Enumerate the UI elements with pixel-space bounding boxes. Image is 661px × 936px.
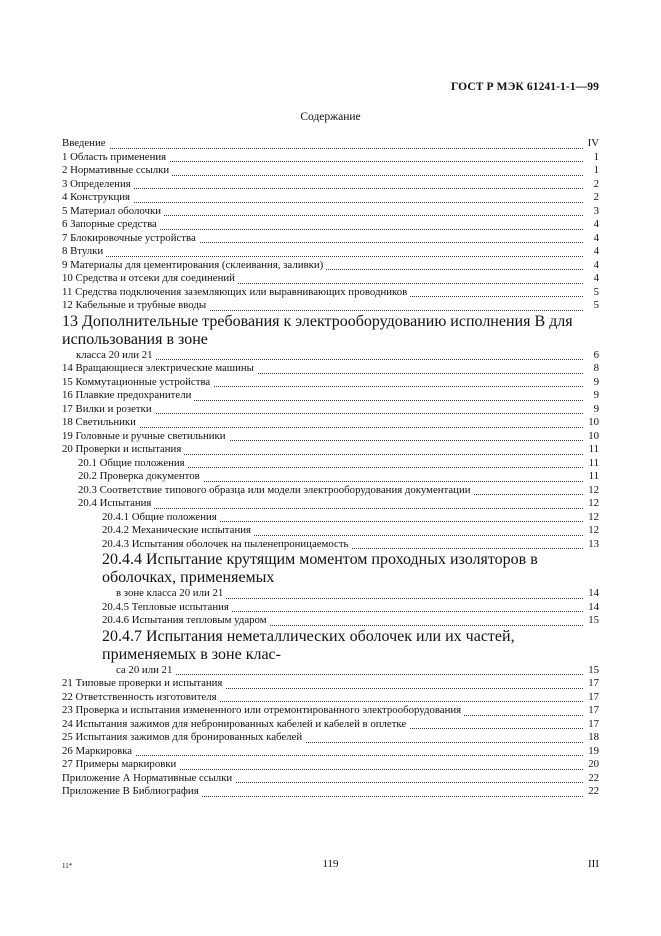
toc-entry-label: 9 Материалы для цементирования (склеивания, заливки) — [62, 259, 326, 271]
toc-page-number: 19 — [585, 745, 599, 759]
toc-page-number: 9 — [591, 403, 599, 417]
leader-dots — [62, 148, 583, 149]
toc-entry-label: 15 Коммутационные устройства — [62, 376, 213, 388]
toc-entry[interactable] — [62, 785, 599, 799]
toc-page-number: 4 — [591, 272, 599, 286]
toc-page-number: 10 — [585, 416, 599, 430]
toc-entry[interactable] — [62, 745, 599, 759]
toc-entry-label: 27 Примеры маркировки — [62, 758, 179, 770]
toc-page-number: 22 — [585, 772, 599, 786]
toc-entry-label: 21 Типовые проверки и испытания — [62, 677, 225, 689]
toc-page-number: 6 — [591, 349, 599, 363]
toc-entry-label-cont: в зоне класса 20 или 21 — [116, 587, 226, 599]
toc-entry-label: 20.1 Общие положения — [78, 457, 188, 469]
toc-entry[interactable] — [62, 758, 599, 772]
toc-page-number: 10 — [585, 430, 599, 444]
toc-entry[interactable] — [62, 349, 599, 363]
toc-entry-label: 14 Вращающиеся электрические машины — [62, 362, 257, 374]
leader-dots — [62, 188, 583, 189]
toc-page-number: 4 — [591, 259, 599, 273]
toc-entry[interactable] — [62, 245, 599, 259]
toc-entry-label: 25 Испытания зажимов для бронированных кабелей — [62, 731, 305, 743]
footer-roman-page: III — [588, 858, 599, 870]
toc-page-number: 4 — [591, 218, 599, 232]
toc-page-number: 20 — [585, 758, 599, 772]
toc-entry-label: 20 Проверки и испытания — [62, 443, 184, 455]
document-code: ГОСТ Р МЭК 61241-1-1—99 — [451, 81, 599, 93]
toc-entry[interactable] — [62, 430, 599, 444]
toc-page-number: 17 — [585, 718, 599, 732]
toc-page-number: 5 — [591, 299, 599, 313]
toc-page-number: 9 — [591, 376, 599, 390]
toc-entry-label: 13 Дополнительные требования к электрооборудованию исполнения В для использования в зоне — [62, 313, 599, 349]
toc-entry-label: 10 Средства и отсеки для соединений — [62, 272, 238, 284]
toc-entry[interactable] — [62, 416, 599, 430]
toc-entry[interactable] — [62, 403, 599, 417]
toc-entry-label: 26 Маркировка — [62, 745, 135, 757]
toc-entry-label: 20.2 Проверка документов — [78, 470, 203, 482]
toc-entry[interactable] — [62, 772, 599, 786]
toc-entry[interactable] — [62, 299, 599, 313]
toc-entry[interactable] — [62, 164, 599, 178]
toc-page-number: 4 — [591, 245, 599, 259]
toc-entry[interactable] — [62, 677, 599, 691]
toc-entry-label: 12 Кабельные и трубные вводы — [62, 299, 209, 311]
toc-entry-label: 18 Светильники — [62, 416, 139, 428]
toc-entry-label: 5 Материал оболочки — [62, 205, 164, 217]
toc-page-number: 12 — [585, 511, 599, 525]
toc-entry[interactable] — [62, 587, 599, 601]
toc-entry-label: Приложение А Нормативные ссылки — [62, 772, 235, 784]
toc-entry[interactable] — [62, 664, 599, 678]
toc-entry[interactable] — [62, 691, 599, 705]
toc-entry-label: 8 Втулки — [62, 245, 106, 257]
toc-page-number: 12 — [585, 497, 599, 511]
toc-entry-label: 7 Блокировочные устройства — [62, 232, 199, 244]
leader-dots — [62, 427, 583, 428]
toc-entry[interactable] — [62, 376, 599, 390]
toc-page-number: 2 — [591, 178, 599, 192]
toc-entry-label: 3 Определения — [62, 178, 134, 190]
toc-page-number: 3 — [591, 205, 599, 219]
toc-entry-label: 23 Проверка и испытания измененного или отремонтированного электрооборудования — [62, 704, 464, 716]
toc-entry[interactable] — [62, 151, 599, 165]
toc-page-number: 18 — [585, 731, 599, 745]
leader-dots — [116, 674, 583, 675]
toc-page-number: 2 — [591, 191, 599, 205]
toc-page-number: 17 — [585, 677, 599, 691]
toc-entry[interactable] — [62, 614, 599, 628]
toc-entry-label: 20.4.1 Общие положения — [102, 511, 220, 523]
toc-entry-label: 11 Средства подключения заземляющих или выравнивающих проводников — [62, 286, 410, 298]
toc-page-number: 15 — [585, 614, 599, 628]
toc-entry[interactable] — [62, 470, 599, 484]
toc-entry-label: 20.4.5 Тепловые испытания — [102, 601, 232, 613]
toc-page-number: 15 — [585, 664, 599, 678]
toc-page-number: 17 — [585, 704, 599, 718]
toc-page-number: 12 — [585, 484, 599, 498]
toc-page-number: 11 — [586, 470, 599, 484]
toc-page-number: 13 — [585, 538, 599, 552]
toc-entry[interactable] — [62, 443, 599, 457]
toc-entry[interactable] — [62, 362, 599, 376]
toc-entry-label: 22 Ответственность изготовителя — [62, 691, 220, 703]
toc-entry-label: 20.4.3 Испытания оболочек на пыленепроницаемость — [102, 538, 351, 550]
toc-entry-label: 20.4.4 Испытание крутящим моментом проходных изоляторов в оболочках, применяемых — [62, 551, 599, 587]
toc-entry[interactable] — [62, 524, 599, 538]
toc-entry[interactable] — [62, 389, 599, 403]
toc-entry[interactable] — [62, 259, 599, 273]
toc-entry[interactable] — [62, 484, 599, 498]
toc-page-number: 11 — [586, 457, 599, 471]
toc-page-number: 8 — [591, 362, 599, 376]
toc-entry[interactable] — [62, 272, 599, 286]
toc-entry[interactable] — [62, 704, 599, 718]
toc-entry-label: 16 Плавкие предохранители — [62, 389, 194, 401]
toc-entry-label: 20.4 Испытания — [78, 497, 154, 509]
footer-left-mark: 11* — [62, 862, 73, 870]
leader-dots — [62, 256, 583, 257]
toc-entry-label: 19 Головные и ручные светильники — [62, 430, 229, 442]
toc-page-number: IV — [585, 137, 599, 151]
toc-page-number: 4 — [591, 232, 599, 246]
toc-entry[interactable] — [62, 601, 599, 615]
toc-entry[interactable] — [62, 286, 599, 300]
toc-entry[interactable] — [62, 497, 599, 511]
toc-entry-label-cont: са 20 или 21 — [116, 664, 175, 676]
toc-entry-label: 1 Область применения — [62, 151, 169, 163]
toc-entry-label: 6 Запорные средства — [62, 218, 160, 230]
toc-entry[interactable] — [62, 218, 599, 232]
toc-page-number: 12 — [585, 524, 599, 538]
toc-entry-label-cont: класса 20 или 21 — [76, 349, 156, 361]
toc-page-number: 5 — [591, 286, 599, 300]
toc-entry-label: 20.3 Соответствие типового образца или модели электрооборудования документации — [78, 484, 474, 496]
toc-entry[interactable] — [62, 232, 599, 246]
toc-entry-label: 20.4.6 Испытания тепловым ударом — [102, 614, 270, 626]
toc-entry-label: 2 Нормативные ссылки — [62, 164, 172, 176]
toc-entry[interactable] — [62, 511, 599, 525]
toc-entry-label: 4 Конструкция — [62, 191, 133, 203]
toc-page-number: 9 — [591, 389, 599, 403]
toc-page-number: 1 — [591, 151, 599, 165]
toc-entry[interactable] — [62, 457, 599, 471]
toc-entry-label: 20.4.2 Механические испытания — [102, 524, 254, 536]
toc-page-number: 22 — [585, 785, 599, 799]
toc-entry[interactable] — [62, 538, 599, 552]
leader-dots — [62, 202, 583, 203]
toc-entry-label: 20.4.7 Испытания неметаллических оболочек или их частей, применяемых в зоне клас- — [62, 628, 599, 664]
toc-entry-label: Введение — [62, 137, 109, 149]
toc-page-number: 14 — [585, 601, 599, 615]
toc-entry[interactable] — [62, 191, 599, 205]
toc-entry[interactable] — [62, 731, 599, 745]
toc-page-number: 11 — [586, 443, 599, 457]
toc-entry[interactable] — [62, 137, 599, 151]
toc-entry-label: Приложение В Библиография — [62, 785, 202, 797]
leader-dots — [62, 755, 583, 756]
toc-entry[interactable] — [62, 178, 599, 192]
toc-entry[interactable] — [62, 718, 599, 732]
toc-page-number: 17 — [585, 691, 599, 705]
toc-entry-label: 17 Вилки и розетки — [62, 403, 155, 415]
toc-page-number: 1 — [591, 164, 599, 178]
page-title: Содержание — [300, 111, 361, 123]
footer-page-number: 119 — [322, 858, 339, 870]
toc-page-number: 14 — [585, 587, 599, 601]
toc-entry[interactable] — [62, 205, 599, 219]
toc-entry-label: 24 Испытания зажимов для небронированных кабелей и кабелей в оплетке — [62, 718, 409, 730]
table-of-contents — [62, 137, 599, 799]
